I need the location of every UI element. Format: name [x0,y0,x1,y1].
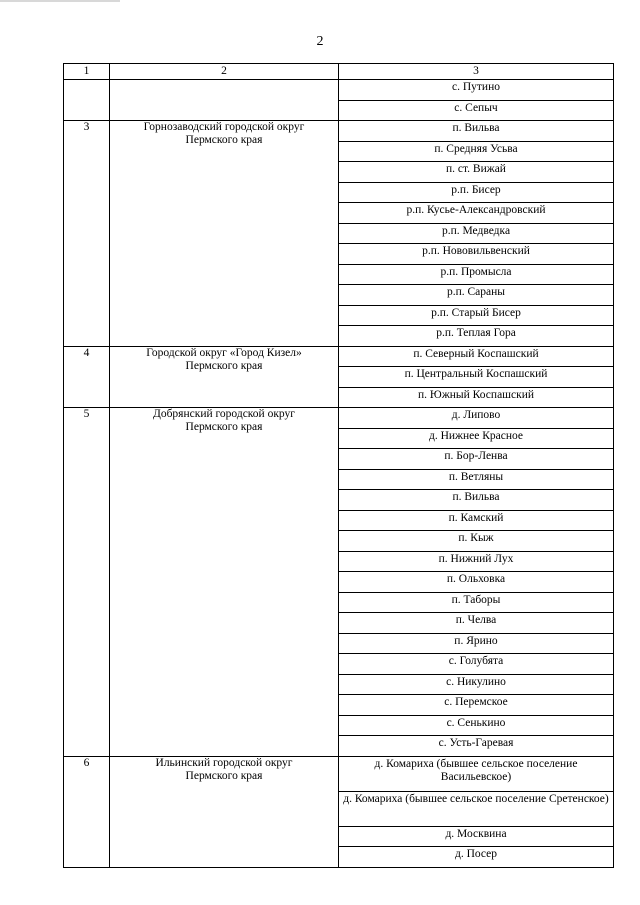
settlement-cell: с. Перемское [339,695,614,716]
district-name-line: Пермского края [185,421,263,433]
settlement-cell: с. Никулино [339,674,614,695]
settlement-cell: п. Ярино [339,633,614,654]
district-name-line: Ильинский городской округ [155,756,293,769]
settlement-cell: р.п. Старый Бисер [339,305,614,326]
header-col-1: 1 [64,64,110,80]
settlement-cell: с. Усть-Гаревая [339,736,614,757]
settlement-cell: п. Вильва [339,490,614,511]
settlement-cell: р.п. Бисер [339,182,614,203]
settlement-cell: п. Бор-Ленва [339,449,614,470]
district-name-line: Городской округ «Город Кизел» [146,346,302,359]
header-col-3: 3 [339,64,614,80]
settlement-cell: д. Посер [339,847,614,868]
settlement-cell: д. Комариха (бывшее сельское поселение Васильевское) [339,756,614,791]
settlement-cell: п. Камский [339,510,614,531]
table-row [64,756,614,791]
table-row [64,121,614,142]
settlement-cell: п. Северный Коспашский [339,346,614,367]
settlements-table [63,63,614,868]
settlement-cell: п. Таборы [339,592,614,613]
district-name-line: Пермского края [185,359,263,372]
district-number [64,80,110,121]
district-name [110,346,339,408]
settlement-cell: с. Путино [339,80,614,101]
settlement-cell: п. Вильва [339,121,614,142]
page-number: 2 [316,34,324,49]
district-name [110,121,339,347]
district-number: 3 [64,121,110,347]
district-name-line: Пермского края [185,769,263,782]
district-name [110,408,339,757]
top-rule [0,0,120,2]
table-row [64,346,614,367]
table-row [64,80,614,101]
settlement-cell: р.п. Промысла [339,264,614,285]
settlement-cell: с. Голубята [339,654,614,675]
district-name-line: Добрянский городской округ [152,408,295,420]
settlement-cell: д. Липово [339,408,614,429]
settlement-cell: п. Центральный Коспашский [339,367,614,388]
settlement-cell: п. Нижний Лух [339,551,614,572]
settlement-cell: п. Южный Коспашский [339,387,614,408]
district-number: 4 [64,346,110,408]
settlement-cell: п. Ветляны [339,469,614,490]
table-row [64,408,614,429]
settlement-cell: п. Кыж [339,531,614,552]
table-header-row [64,64,614,80]
table-body [64,64,614,868]
settlement-cell: р.п. Нововильвенский [339,244,614,265]
district-name [110,756,339,867]
settlement-cell: с. Сепыч [339,100,614,121]
settlement-cell: п. Челва [339,613,614,634]
settlement-cell: п. Средняя Усьва [339,141,614,162]
settlement-cell: с. Сенькино [339,715,614,736]
settlement-cell: д. Нижнее Красное [339,428,614,449]
settlement-cell: д. Комариха (бывшее сельское поселение Сретенское) [339,791,614,826]
settlement-cell: р.п. Сараны [339,285,614,306]
district-name-line: Пермского края [185,134,263,146]
district-number: 6 [64,756,110,867]
district-name [110,80,339,121]
settlement-cell: д. Москвина [339,826,614,847]
district-number: 5 [64,408,110,757]
district-name-line: Горнозаводский городской округ [143,121,305,133]
settlement-cell: р.п. Кусье-Александровский [339,203,614,224]
settlement-cell: п. ст. Вижай [339,162,614,183]
settlement-cell: п. Ольховка [339,572,614,593]
header-col-2: 2 [110,64,339,80]
settlement-cell: р.п. Теплая Гора [339,326,614,347]
settlement-cell: р.п. Медведка [339,223,614,244]
